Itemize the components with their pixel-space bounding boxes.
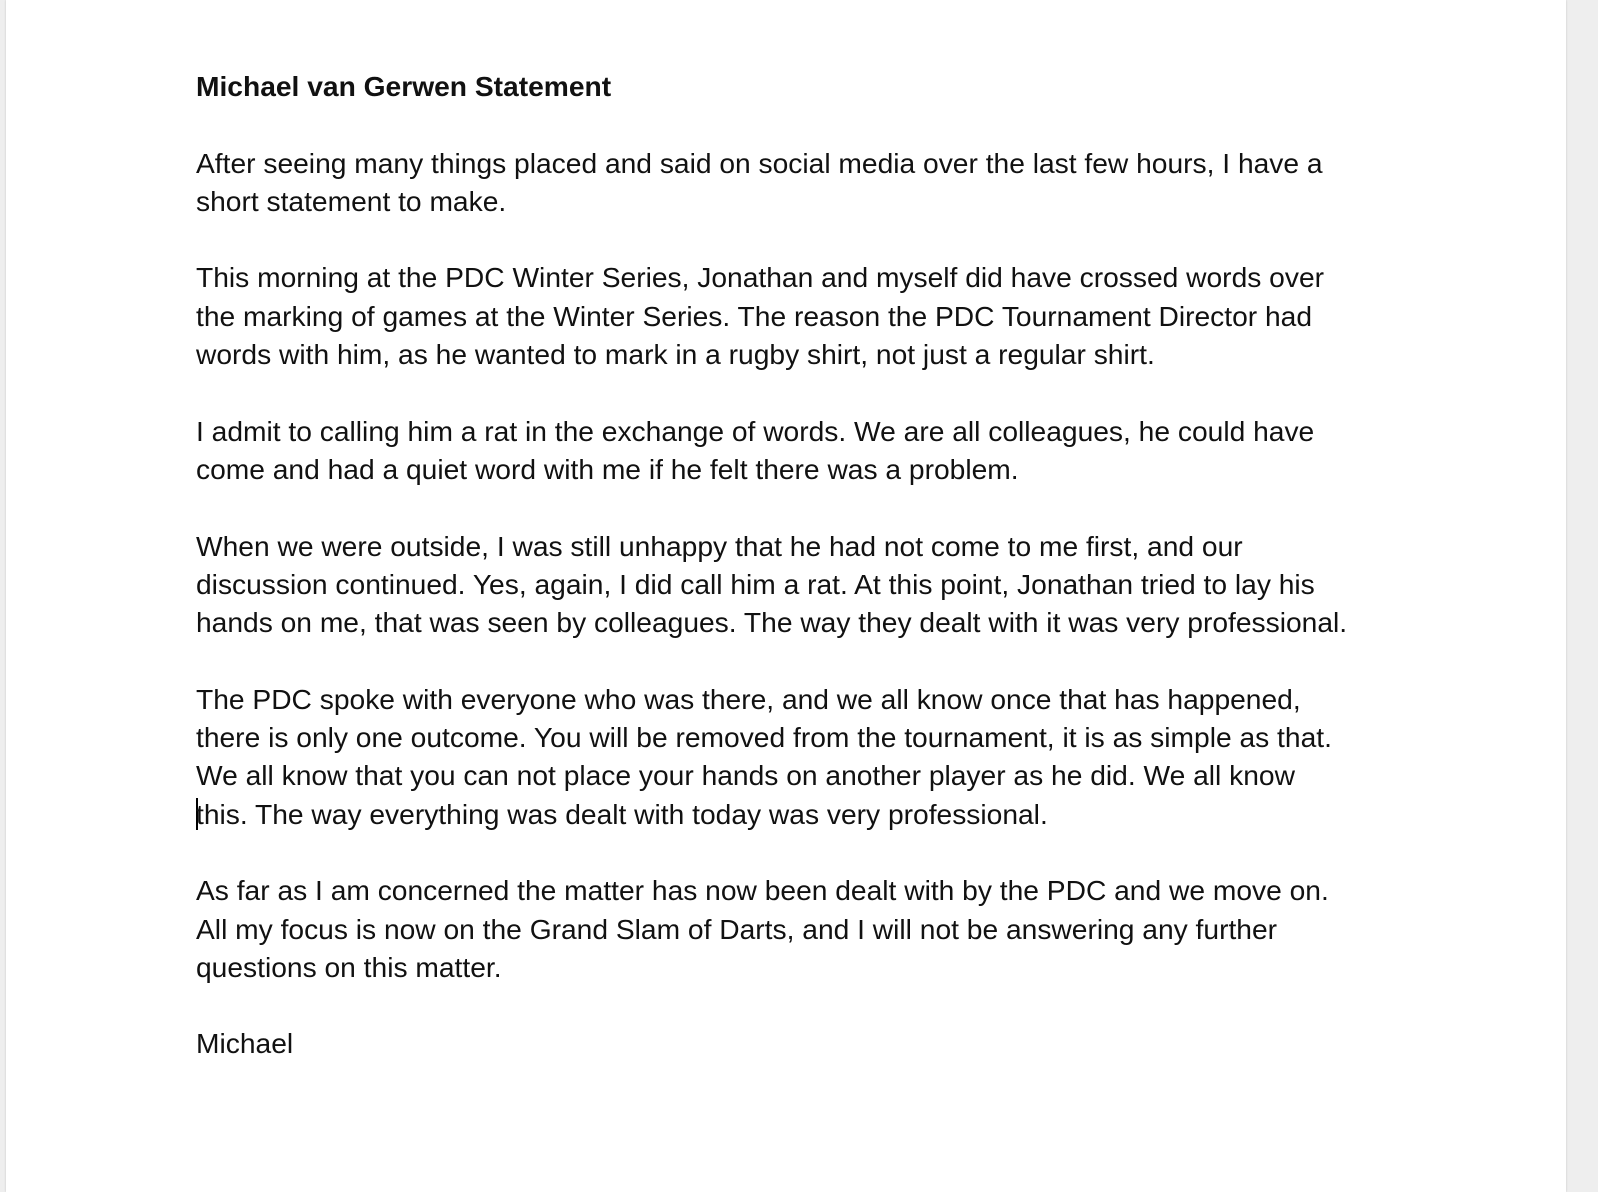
text-line: discussion continued. Yes, again, I did call him a rat. At this point, Jonathan tried to lay his xyxy=(196,567,1315,600)
document-title: Michael van Gerwen Statement xyxy=(196,70,612,102)
text-line: questions on this matter. xyxy=(196,950,502,983)
text-line: We all know that you can not place your hands on another player as he did. We all know xyxy=(196,759,1295,792)
text-line: this. The way everything was dealt with today was very professional. xyxy=(196,797,1048,830)
text-line: words with him, as he wanted to mark in a rugby shirt, not just a regular shirt. xyxy=(196,338,1155,371)
text-line: The PDC spoke with everyone who was there, and we all know once that has happened, xyxy=(196,682,1301,715)
text-line-with-caret xyxy=(196,795,1396,833)
text-line: After seeing many things placed and said on social media over the last few hours, I have a xyxy=(196,146,1323,179)
paragraph-2 xyxy=(196,258,1396,373)
text-line: there is only one outcome. You will be removed from the tournament, it is as simple as that. xyxy=(196,721,1332,754)
signature: Michael xyxy=(196,1027,294,1060)
text-line: come and had a quiet word with me if he felt there was a problem. xyxy=(196,452,1019,485)
paragraph-3 xyxy=(196,412,1396,489)
document-body[interactable] xyxy=(196,67,1396,1063)
text-line: When we were outside, I was still unhappy that he had not come to me first, and our xyxy=(196,529,1243,562)
text-line: As far as I am concerned the matter has now been dealt with by the PDC and we move on. xyxy=(196,874,1329,907)
paragraph-5 xyxy=(196,680,1396,833)
text-line: I admit to calling him a rat in the exchange of words. We are all colleagues, he could have xyxy=(196,414,1315,447)
paragraph-1 xyxy=(196,144,1396,221)
text-line: All my focus is now on the Grand Slam of Darts, and I will not be answering any further xyxy=(196,912,1278,945)
text-line: short statement to make. xyxy=(196,184,507,217)
paragraph-6 xyxy=(196,871,1396,986)
text-line: the marking of games at the Winter Series. The reason the PDC Tournament Director had xyxy=(196,299,1313,332)
document-page[interactable] xyxy=(6,0,1566,1192)
text-line: This morning at the PDC Winter Series, Jonathan and myself did have crossed words over xyxy=(196,261,1325,294)
text-line: hands on me, that was seen by colleagues. The way they dealt with it was very professional. xyxy=(196,606,1348,639)
paragraph-4 xyxy=(196,527,1396,642)
